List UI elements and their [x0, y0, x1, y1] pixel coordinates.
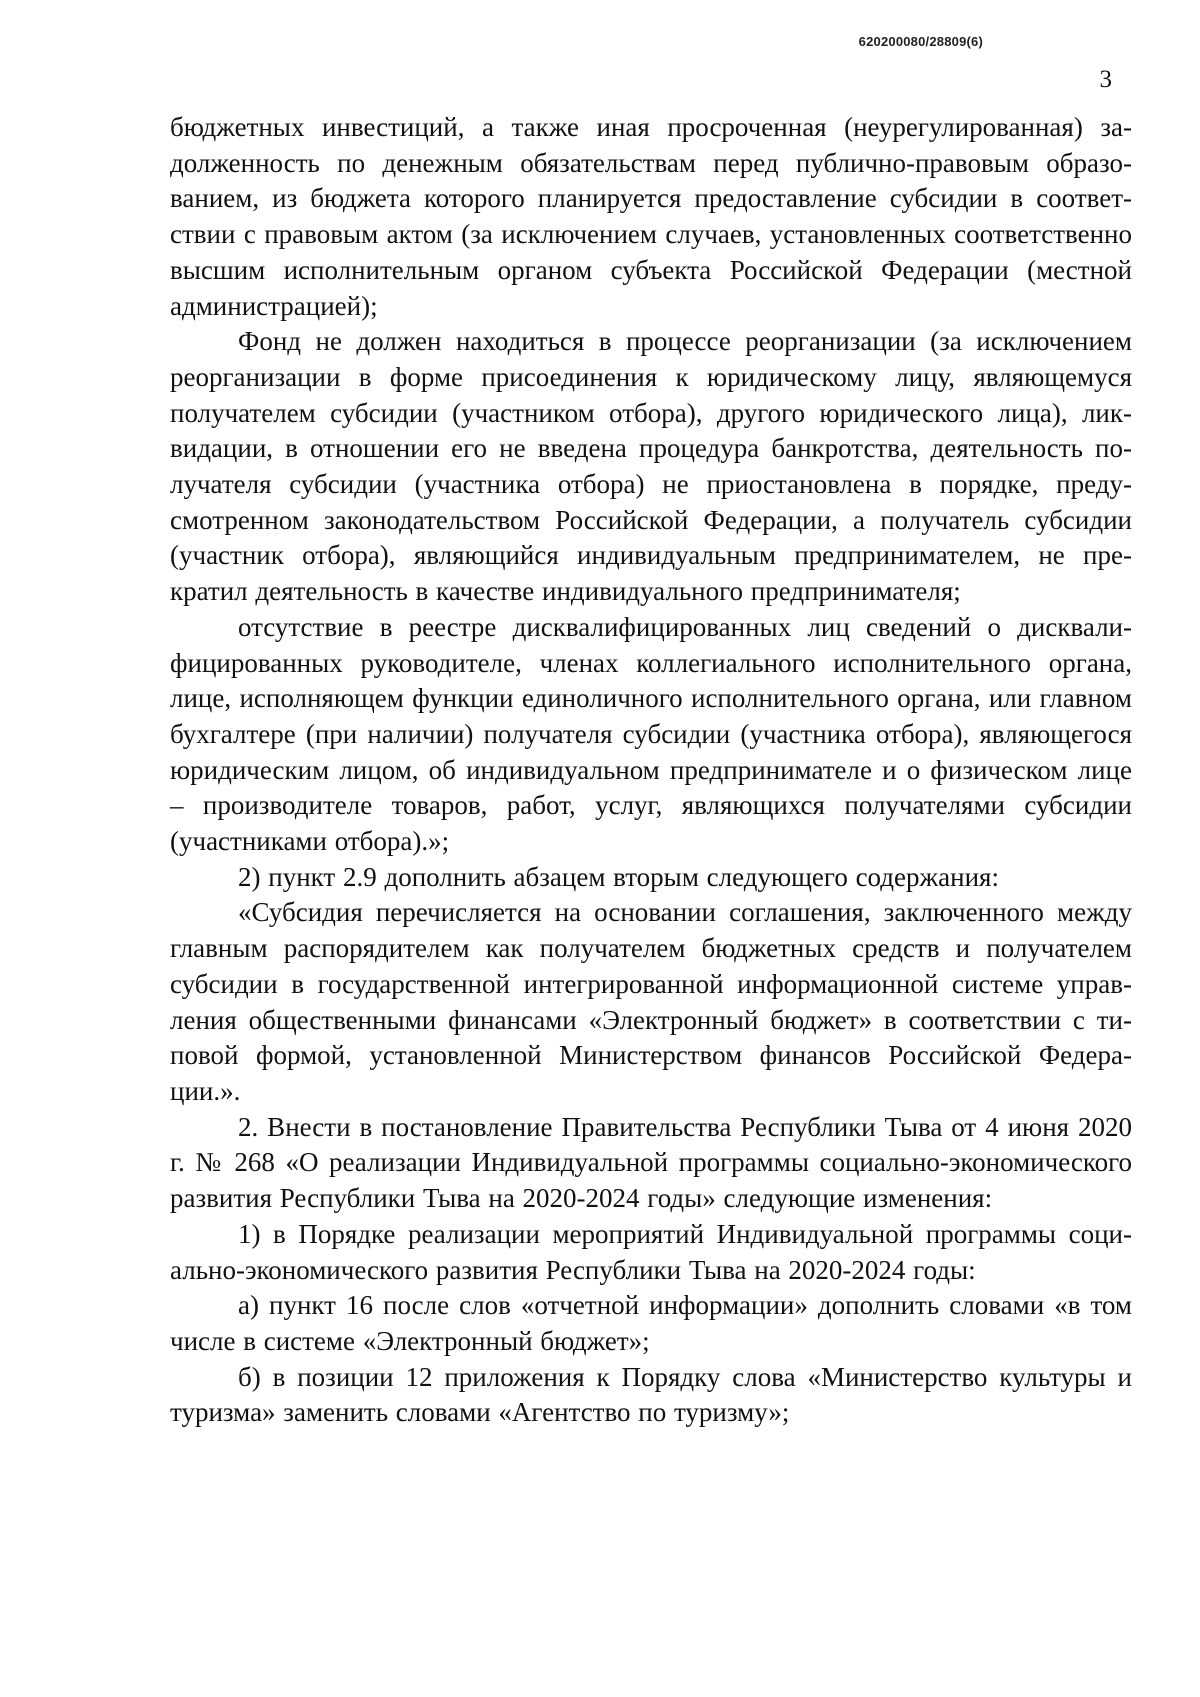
- paragraph-disqualified-persons: отсутствие в реестре дисквалифицированных лиц сведений о дисквалифицированных руководителе, членах коллегиального исполнительного органа, лице, исполняющем функции единоличного исполнительного органа, или главном бухгалтере (при наличии) получателя субсидии (участника отбора), являющегося юридическим лицом, об индивидуальном предпринимателе и о физическом лице – производителе товаров, работ, услуг, являющихся получателями субсидии (участниками отбора).»;: [170, 611, 1132, 857]
- paragraph-clause-2-9: 2) пункт 2.9 дополнить абзацем вторым следующего содержания:: [238, 861, 999, 892]
- document-id: 620200080/28809(6): [858, 34, 983, 49]
- paragraph-reorganization: Фонд не должен находиться в процессе реорганизации (за исключением реорганизации в форме присоединения к юридическому лицу, являющемуся получателем субсидии (участником отбора), другого юридического лица), ликвидации, в отношении его не введена процедура банкротства, деятельность получателя субсидии (участника отбора) не приостановлена в порядке, предусмотренном законодательством Российской Федерации, а получатель субсидии (участник отбора), являющийся индивидуальным предпринимателем, не прекратил деятельность в качестве индивидуального предпринимателя;: [170, 326, 1132, 607]
- paragraph-item-a: а) пункт 16 после слов «отчетной информации» дополнить словами «в том числе в системе «Электронный бюджет»;: [170, 1290, 1132, 1356]
- paragraph-procedure: 1) в Порядке реализации мероприятий Индивидуальной программы социально-экономического развития Республики Тыва на 2020-2024 годы:: [170, 1218, 1132, 1285]
- paragraph-item-b: б) в позиции 12 приложения к Порядку слова «Министерство культуры и туризма» заменить словами «Агентство по туризму»;: [170, 1361, 1132, 1428]
- paragraph-subsidy-transfer: «Субсидия перечисляется на основании соглашения, заключенного между главным распорядителем как получателем бюджетных средств и получателем субсидии в государственной интегрированной информационной системе управления общественными финансами «Электронный бюджет» в соответствии с типовой формой, установленной Министерством финансов Российской Федерации.».: [170, 897, 1132, 1106]
- paragraph-debt-condition: бюджетных инвестиций, а также иная просроченная (неурегулированная) задолженность по денежным обязательствам перед публично-правовым образованием, из бюджета которого планируется предоставление субсидии в соответствии с правовым актом (за исключением случаев, установленных соответственно высшим исполнительным органом субъекта Российской Федерации (местной администрацией);: [170, 112, 1132, 321]
- paragraph-amendment-2: 2. Внести в постановление Правительства Республики Тыва от 4 июня 2020 г. № 268 «О реализации Индивидуальной программы социально-экономического развития Республики Тыва на 2020-2024 годы» следующие изменения:: [170, 1111, 1132, 1214]
- document-body: [170, 110, 1132, 1431]
- page-number: 3: [1099, 66, 1112, 93]
